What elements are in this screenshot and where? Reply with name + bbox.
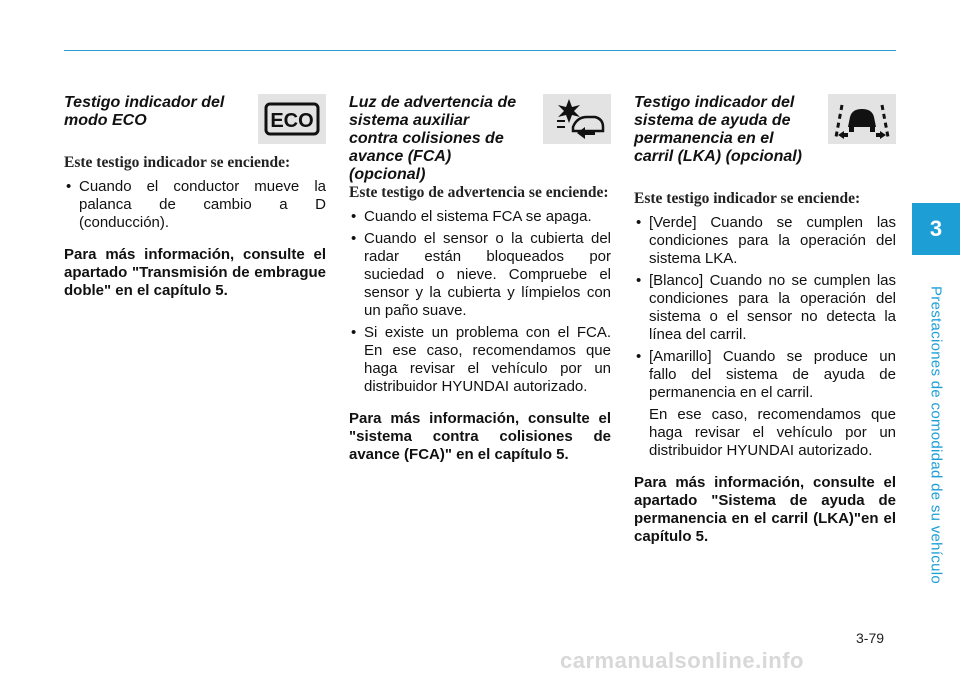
bullet-list: [349, 208, 611, 396]
eco-icon-text: ECO: [270, 110, 314, 132]
section-subheading: Este testigo indicador se enciende:: [64, 154, 291, 171]
forward-collision-warning-icon: [543, 94, 611, 144]
list-item: • [Amarillo] Cuando se produce un fallo del sistema de ayuda de permanencia en el carril.: [634, 348, 896, 402]
list-item: • Cuando el sistema FCA se apaga.: [349, 208, 611, 226]
list-item: • [Verde] Cuando se cumplen las condiciones para la operación del sistema LKA.: [634, 214, 896, 268]
top-rule: [64, 50, 896, 51]
section-header: [64, 94, 326, 154]
section-note: Para más información, consulte el apartado "Sistema de ayuda de permanencia en el carril (LKA)"en el capítulo 5.: [634, 474, 896, 545]
chapter-section-title: Prestaciones de comodidad de su vehículo: [927, 285, 945, 585]
eco-mode-indicator-icon: [258, 94, 326, 144]
section-title: Testigo indicador del modo ECO: [64, 94, 225, 129]
watermark: carmanualsonline.info: [560, 648, 804, 673]
bullet-list: [634, 214, 896, 402]
section-header: [634, 94, 896, 190]
bullet-continuation: En ese caso, recomendamos que haga revisar el vehículo por un distribuidor HYUNDAI autorizado.: [649, 406, 896, 459]
section-title: Testigo indicador del sistema de ayuda de permanencia en el carril (LKA) (opcional): [634, 94, 803, 165]
list-item: • Si existe un problema con el FCA. En ese caso, recomendamos que haga revisar el vehículo por un distribuidor HYUNDAI autorizado.: [349, 324, 611, 396]
section-lka-indicator: [634, 94, 896, 546]
page-number: 3-79: [856, 630, 885, 646]
section-fca-warning: [349, 94, 611, 464]
section-note: Para más información, consulte el apartado "Transmisión de embrague doble" en el capítulo 5.: [64, 246, 326, 299]
section-subheading: Este testigo indicador se enciende:: [634, 190, 861, 207]
section-header: [349, 94, 611, 184]
bullet-list: [64, 178, 326, 232]
list-item: • Cuando el sensor o la cubierta del radar están bloqueados por suciedad o nieve. Compruebe el sensor y la cubierta y límpielos con un paño suave.: [349, 230, 611, 320]
list-item: • Cuando el conductor mueve la palanca de cambio a D (conducción).: [64, 178, 326, 232]
chapter-tab: 3: [912, 203, 960, 255]
section-title: Luz de advertencia de sistema auxiliar contra colisiones de avance (FCA) (opcional): [349, 94, 517, 183]
lane-keeping-assist-icon: [828, 94, 896, 144]
section-subheading: Este testigo de advertencia se enciende:: [349, 184, 609, 201]
list-item: • [Blanco] Cuando no se cumplen las condiciones para la operación del sistema o el sensor no detecta la línea del carril.: [634, 272, 896, 344]
section-eco-indicator: [64, 94, 326, 300]
section-note: Para más información, consulte el "sistema contra colisiones de avance (FCA)" en el capítulo 5.: [349, 410, 611, 463]
